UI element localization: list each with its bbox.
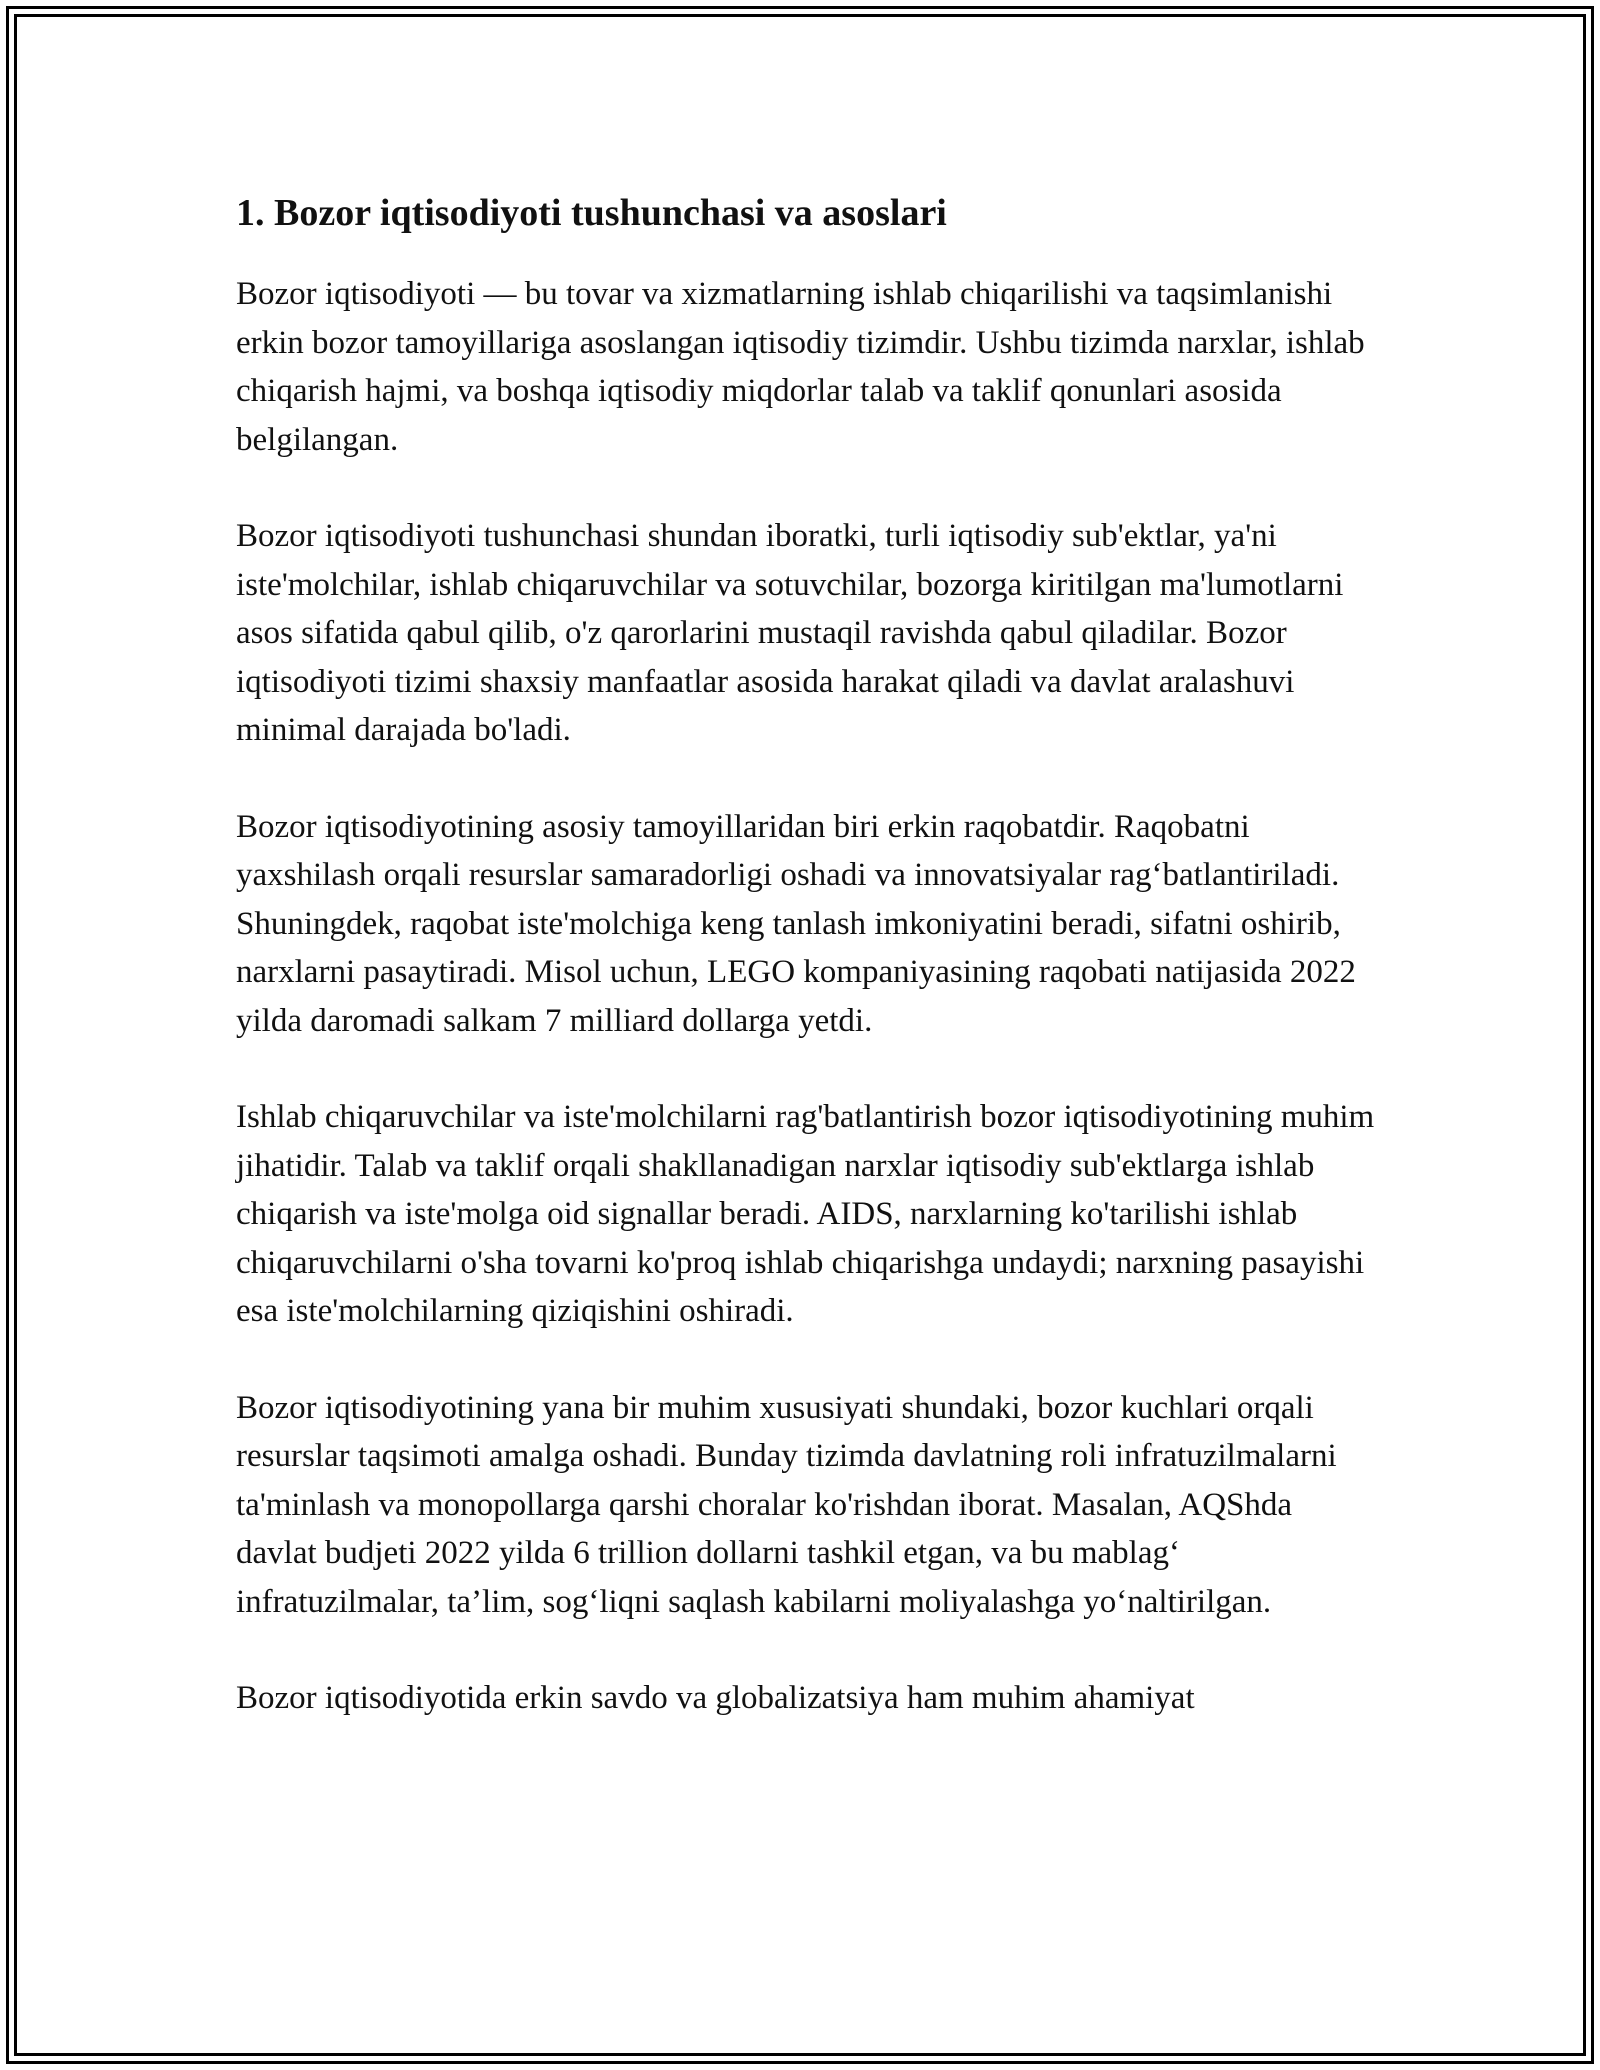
paragraph-competition: Bozor iqtisodiyotining asosiy tamoyillaridan biri erkin raqobatdir. Raqobatni yaxshilash orqali resurslar samaradorligi oshadi va innovatsiyalar rag‘batlantiriladi. Shuningdek, raqobat iste'molchiga keng tanlash imkoniyatini beradi, sifatni oshirib, narxlarni pasaytiradi. Misol uchun, LEGO kompaniyasining raqobati natijasida 2022 yilda daromadi salkam 7 milliard dollarga yetdi. <box>236 808 1356 1039</box>
paragraph-resource-allocation: Bozor iqtisodiyotining yana bir muhim xususiyati shundaki, bozor kuchlari orqali resurslar taqsimoti amalga oshadi. Bunday tizimda davlatning roli infratuzilmalarni ta'minlash va monopollarga qarshi choralar ko'rishdan iborat. Masalan, AQShda davlat budjeti 2022 yilda 6 trillion dollarni tashkil etgan, va bu mablag‘ infratuzilmalar, ta’lim, sog‘liqni saqlash kabilarni moliyalashga yo‘naltirilgan. <box>236 1389 1337 1620</box>
paragraph-free-trade: Bozor iqtisodiyotida erkin savdo va globalizatsiya ham muhim ahamiyat <box>236 1680 1195 1716</box>
document-body <box>236 186 1376 1771</box>
paragraph-concept: Bozor iqtisodiyoti tushunchasi shundan iboratki, turli iqtisodiy sub'ektlar, ya'ni iste'molchilar, ishlab chiqaruvchilar va sotuvchilar, bozorga kiritilgan ma'lumotlarni asos sifatida qabul qilib, o'z qarorlarini mustaqil ravishda qabul qiladilar. Bozor iqtisodiyoti tizimi shaxsiy manfaatlar asosida harakat qiladi va davlat aralashuvi minimal darajada bo'ladi. <box>236 518 1344 748</box>
paragraph-incentives: Ishlab chiqaruvchilar va iste'molchilarni rag'batlantirish bozor iqtisodiyotining muhim jihatidir. Talab va taklif orqali shakllanadigan narxlar iqtisodiy sub'ektlarga ishlab chiqarish va iste'molga oid signallar beradi. AIDS, narxlarning ko'tarilishi ishlab chiqaruvchilarni o'sha tovarni ko'proq ishlab chiqarishga undaydi; narxning pasayishi esa iste'molchilarning qiziqishini oshiradi. <box>236 1099 1375 1329</box>
paragraph-definition: Bozor iqtisodiyoti — bu tovar va xizmatlarning ishlab chiqarilishi va taqsimlanishi erkin bozor tamoyillariga asoslangan iqtisodiy tizimdir. Ushbu tizimda narxlar, ishlab chiqarish hajmi, va boshqa iqtisodiy miqdorlar talab va taklif qonunlari asosida belgilangan. <box>236 276 1365 458</box>
section-heading: 1. Bozor iqtisodiyoti tushunchasi va asoslari <box>236 192 947 234</box>
